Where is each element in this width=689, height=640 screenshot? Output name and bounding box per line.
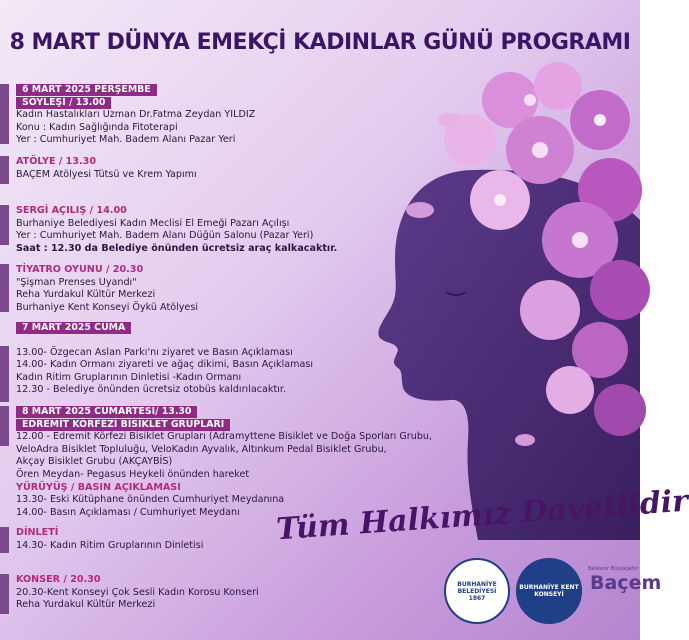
section-line: 13.30- Eski Kütüphane önünden Cumhuriyet Meydanına	[16, 494, 285, 506]
section-line: Yer : Cumhuriyet Mah. Badem Alanı Pazar Yeri	[16, 134, 236, 146]
section-bold-line: Saat : 12.30 da Belediye önünden ücretsiz araç kalkacaktır.	[16, 242, 338, 254]
section-sub-heading: YÜRÜYÜŞ / BASIN AÇIKLAMASI	[16, 481, 181, 493]
section-line: 12.00 - Edremit Körfezi Bisiklet Grupları (Adramyttene Bisiklet ve Doğa Sporları Grubu,	[16, 431, 433, 443]
section-heading: SERGİ AÇILIŞ / 14.00	[16, 205, 127, 216]
section-heading: TİYATRO OYUNU / 20.30	[16, 264, 144, 275]
section-line: VeloAdra Bisiklet Topluluğu, VeloKadın Ayvalık, Altınkum Pedal Bisiklet Grubu,	[16, 443, 387, 455]
city-council-logo	[516, 558, 582, 624]
section-thumbnail	[0, 156, 9, 184]
section-line: Ören Meydan- Pegasus Heykeli önünden hareket	[16, 468, 250, 480]
section-heading: ATÖLYE / 13.30	[16, 156, 97, 167]
section-line: 14.30- Kadın Ritim Gruplarının Dinletisi	[16, 539, 204, 551]
section-workshop	[16, 156, 197, 181]
section-line: Kadın Hastalıkları Uzman Dr.Fatma Zeydan YILDIZ	[16, 109, 256, 121]
section-thumbnail	[0, 205, 9, 245]
section-concert-rhythm	[16, 527, 203, 552]
section-date-header: 7 MART 2025 CUMA	[16, 322, 131, 334]
section-thumbnail	[0, 406, 9, 446]
section-line: 13.00- Özgecan Aslan Parkı'nı ziyaret ve Basın Açıklaması	[16, 346, 293, 358]
section-line: Kadın Ritim Gruplarının Dinletisi -Kadın Ormanı	[16, 371, 242, 383]
municipality-logo-year: 1867	[468, 594, 486, 602]
municipality-logo	[444, 558, 510, 624]
section-thumbnail	[0, 527, 9, 553]
section-line: 20.30-Kent Konseyi Çok Sesli Kadın Korosu Konseri	[16, 586, 259, 598]
section-heading: KONSER / 20.30	[16, 574, 101, 585]
poster-title: 8 MART DÜNYA EMEKÇİ KADINLAR GÜNÜ PROGRAMI	[9, 30, 631, 55]
section-event-header: EDREMİT KÖRFEZİ BİSİKLET GRUPLARI	[16, 419, 230, 431]
section-line: BAÇEM Atölyesi Tütsü ve Krem Yapımı	[16, 168, 197, 180]
bacem-logo-subtitle: Balıkesir Büyükşehir	[588, 566, 639, 572]
section-march-7	[16, 322, 313, 397]
section-march-8	[16, 406, 432, 519]
section-line: "Şişman Prenses Uyandı"	[16, 276, 137, 288]
section-line: 14.00- Basın Açıklaması / Cumhuriyet Meydanı	[16, 506, 240, 518]
section-line: Burhaniye Kent Konseyi Öykü Atölyesi	[16, 301, 198, 313]
section-thumbnail	[0, 264, 9, 312]
section-line: Akçay Bisiklet Grubu (AKÇAYBİS)	[16, 456, 173, 468]
section-thumbnail	[0, 574, 9, 614]
section-concert	[16, 574, 259, 612]
section-date-header: 6 MART 2025 PERŞEMBE	[16, 84, 157, 96]
section-line: Yer : Cumhuriyet Mah. Badem Alanı Düğün Salonu (Pazar Yeri)	[16, 230, 314, 242]
section-line: Reha Yurdakul Kültür Merkezi	[16, 289, 156, 301]
section-line: 12.30 - Belediye önünden ücretsiz otobüs kaldırılacaktır.	[16, 384, 287, 396]
section-date-header: 8 MART 2025 CUMARTESİ/ 13.30	[16, 406, 197, 418]
section-theater	[16, 264, 198, 314]
section-line: Konu : Kadın Sağlığında Fitoterapi	[16, 121, 178, 133]
section-line: Reha Yurdakul Kültür Merkezi	[16, 599, 156, 611]
city-council-logo-text: BURHANİYE KENT KONSEYİ	[519, 584, 579, 598]
municipality-logo-text: BURHANİYE BELEDİYESİ	[457, 580, 497, 595]
section-thumbnail	[0, 346, 9, 402]
section-line: Burhaniye Belediyesi Kadın Meclisi El Emeği Pazarı Açılışı	[16, 217, 290, 229]
section-thumbnail	[0, 84, 9, 144]
section-talk	[16, 84, 255, 147]
section-heading: DİNLETİ	[16, 527, 59, 538]
bacem-logo: Baçem	[590, 572, 662, 594]
invitation-text: Tüm Halkımız Davetlidir	[275, 483, 689, 548]
section-event-header: SÖYLEŞİ / 13.00	[16, 97, 111, 109]
section-line: 14.00- Kadın Ormanı ziyareti ve ağaç dikimi, Basın Açıklaması	[16, 359, 314, 371]
section-exhibition	[16, 205, 337, 255]
